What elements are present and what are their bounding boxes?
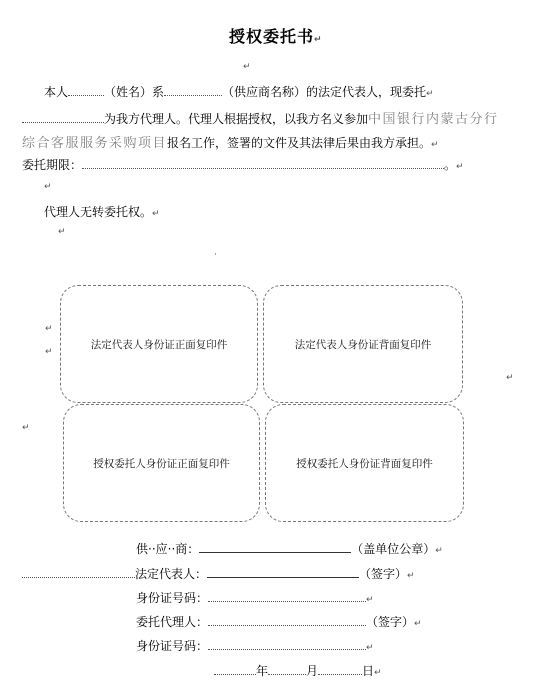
- legal-rep-row: [22, 565, 415, 582]
- text-consequence: 报名工作，签署的文件及其法律后果由我方承担。: [167, 136, 432, 150]
- paragraph-mark-icon: ↵: [414, 619, 422, 629]
- no-subdelegation-line: 代理人无转委托权。↵: [44, 205, 160, 219]
- agent-id-front-box: 授权委托人身份证正面复印件: [63, 404, 260, 522]
- term-label: 委托期限：: [22, 158, 83, 172]
- text-supplier: （供应商名称）的法定代表人，现委托: [222, 85, 427, 99]
- paragraph-mark-icon: ↵: [45, 324, 53, 334]
- paragraph-mark-icon: ↵: [366, 643, 374, 653]
- paragraph-mark-icon: ↵: [44, 182, 52, 192]
- legal-rep-id-back-box: 法定代表人身份证背面复印件: [263, 285, 463, 403]
- paragraph-mark-icon: ↵: [243, 62, 251, 72]
- id-number-row-2: [136, 637, 374, 654]
- term-blank[interactable]: [82, 159, 444, 169]
- legal-rep-note: （签字）: [359, 567, 408, 581]
- name-blank[interactable]: [68, 86, 104, 96]
- body-line-2: [22, 108, 499, 127]
- supplier-row: [136, 540, 443, 557]
- paragraph-mark-icon: ↵: [431, 140, 439, 150]
- agent-blank-sign[interactable]: [208, 615, 366, 626]
- supplier-name-blank[interactable]: [164, 86, 222, 96]
- year-label: 年: [256, 664, 269, 678]
- id-number-blank-2[interactable]: [208, 639, 366, 650]
- agent-label: 委托代理人：: [136, 615, 209, 629]
- id-number-label-2: 身份证号码：: [136, 639, 209, 653]
- paragraph-mark-icon: ↵: [152, 209, 160, 219]
- day-label: 日: [362, 664, 375, 678]
- paragraph-mark-icon: ↵: [366, 595, 374, 605]
- supplier-note: （盖单位公章）: [351, 542, 436, 556]
- text-agent: 为我方代理人。代理人根据授权，以我方名义参加: [104, 112, 369, 126]
- paragraph-mark-icon: ↵: [407, 571, 415, 581]
- paragraph-mark-icon: ↵: [374, 668, 382, 678]
- term-end: 。: [444, 158, 457, 172]
- paragraph-mark-icon: ↵: [456, 162, 464, 172]
- text-name: （姓名）系: [104, 85, 165, 99]
- day-blank[interactable]: [318, 664, 362, 675]
- body-line-1: [44, 83, 434, 100]
- id-number-label-1: 身份证号码：: [136, 591, 209, 605]
- paragraph-mark-icon: ↵: [45, 347, 53, 357]
- supplier-label: 供··应··商：: [136, 542, 200, 556]
- legal-rep-id-front-box: 法定代表人身份证正面复印件: [60, 285, 258, 403]
- legal-rep-blank[interactable]: [207, 567, 359, 578]
- legal-rep-label: 法定代表人：: [135, 567, 208, 581]
- anchor-mark: ·: [214, 250, 217, 260]
- paragraph-mark-icon: ↵: [58, 227, 66, 237]
- agent-note: （签字）: [366, 615, 415, 629]
- agent-row: [136, 613, 422, 630]
- paragraph-mark-icon: ↵: [22, 423, 30, 433]
- supplier-blank[interactable]: [199, 542, 351, 553]
- date-row: [214, 662, 382, 679]
- paragraph-mark-icon: ↵: [426, 89, 434, 99]
- paragraph-mark-icon: ↵: [506, 373, 514, 383]
- agent-blank[interactable]: [22, 113, 104, 123]
- project-name-part1: 中国银行内蒙古分行: [368, 112, 499, 127]
- leading-dots: [22, 567, 135, 578]
- month-blank[interactable]: [268, 664, 306, 675]
- text-ben-ren: 本人: [44, 85, 69, 99]
- term-line: [22, 156, 464, 173]
- paragraph-mark-icon: ↵: [435, 546, 443, 556]
- year-blank[interactable]: [214, 664, 256, 675]
- body-line-3: [22, 132, 439, 151]
- id-number-row-1: [136, 589, 374, 606]
- project-name-part2: 综合客服服务采购项目: [22, 136, 168, 151]
- document-title: 授权委托书↵: [229, 27, 323, 46]
- agent-id-back-box: 授权委托人身份证背面复印件: [265, 404, 464, 522]
- month-label: 月: [306, 664, 319, 678]
- paragraph-mark-icon: ↵: [314, 35, 323, 45]
- id-number-blank-1[interactable]: [208, 591, 366, 602]
